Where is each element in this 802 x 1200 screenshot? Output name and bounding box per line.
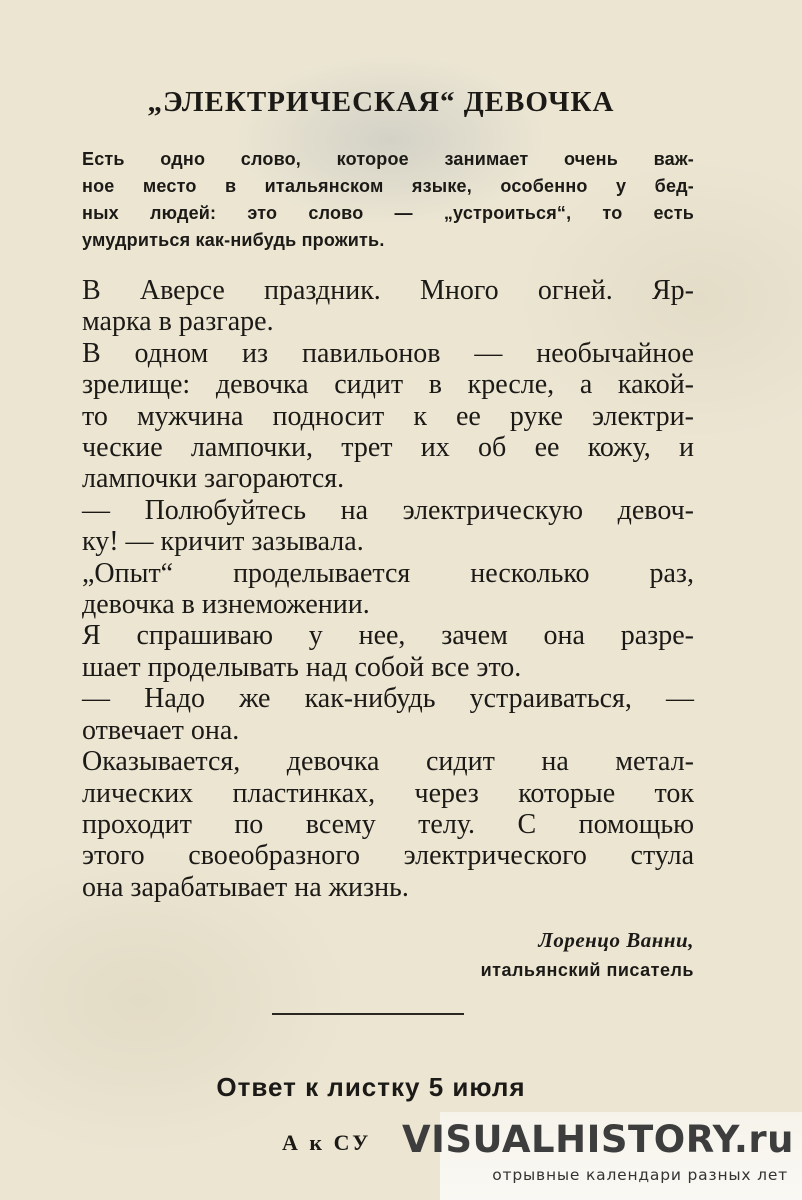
story-body xyxy=(82,275,694,903)
lead-line: ное место в итальянском языке, особенно у бед- xyxy=(82,176,694,196)
body-line: ческие лампочки, трет их об ее кожу, и xyxy=(82,432,694,464)
answer-heading: Ответ к листку 5 июля xyxy=(216,1072,526,1102)
author-role: итальянский писатель xyxy=(480,960,694,980)
lead-line: умудриться как-нибудь прожить. xyxy=(82,230,385,250)
body-line: марка в разгаре. xyxy=(82,306,274,338)
watermark-title: VISUALHISTORY.ru xyxy=(401,1118,794,1161)
body-line: В одном из павильонов — необычайное xyxy=(82,337,694,369)
lead-line: Есть одно слово, которое занимает очень важ- xyxy=(82,149,694,169)
lead-line: ных людей: это слово — „устроиться“, то есть xyxy=(82,203,694,223)
lead-paragraph xyxy=(82,146,694,254)
body-line: отвечает она. xyxy=(82,714,240,746)
author-name: Лоренцо Ванни, xyxy=(538,928,694,952)
section-divider xyxy=(272,1013,464,1015)
body-line: шает проделывать над собой все это. xyxy=(82,651,522,683)
body-line: ку! — кричит зазывала. xyxy=(82,526,364,558)
body-line: проходит по всему телу. С помощью xyxy=(82,808,694,840)
body-line: зрелище: девочка сидит в кресле, а какой- xyxy=(82,369,694,401)
answer-text: А к СУ xyxy=(282,1130,372,1155)
body-line: Оказывается, девочка сидит на метал- xyxy=(82,746,694,778)
body-line: — Полюбуйтесь на электрическую девоч- xyxy=(82,494,694,526)
body-line: лических пластинках, через которые ток xyxy=(82,777,694,809)
page-title: „ЭЛЕКТРИЧЕСКАЯ“ ДЕВОЧКА xyxy=(147,86,615,118)
body-line: Я спрашиваю у нее, зачем она разре- xyxy=(82,620,694,652)
body-line: В Аверсе праздник. Много огней. Яр- xyxy=(82,275,694,306)
body-line: „Опыт“ проделывается несколько раз, xyxy=(82,557,694,589)
body-line: — Надо же как-нибудь устраиваться, — xyxy=(82,683,694,715)
body-line: она зарабатывает на жизнь. xyxy=(82,871,409,903)
body-line: этого своеобразного электрического стула xyxy=(82,840,694,872)
body-line: лампочки загораются. xyxy=(82,463,345,495)
author-signature xyxy=(300,925,694,985)
watermark-subtitle: отрывные календари разных лет xyxy=(492,1166,788,1184)
body-line: то мужчина подносит к ее руке электри- xyxy=(82,400,694,432)
body-line: девочка в изнеможении. xyxy=(82,589,370,621)
